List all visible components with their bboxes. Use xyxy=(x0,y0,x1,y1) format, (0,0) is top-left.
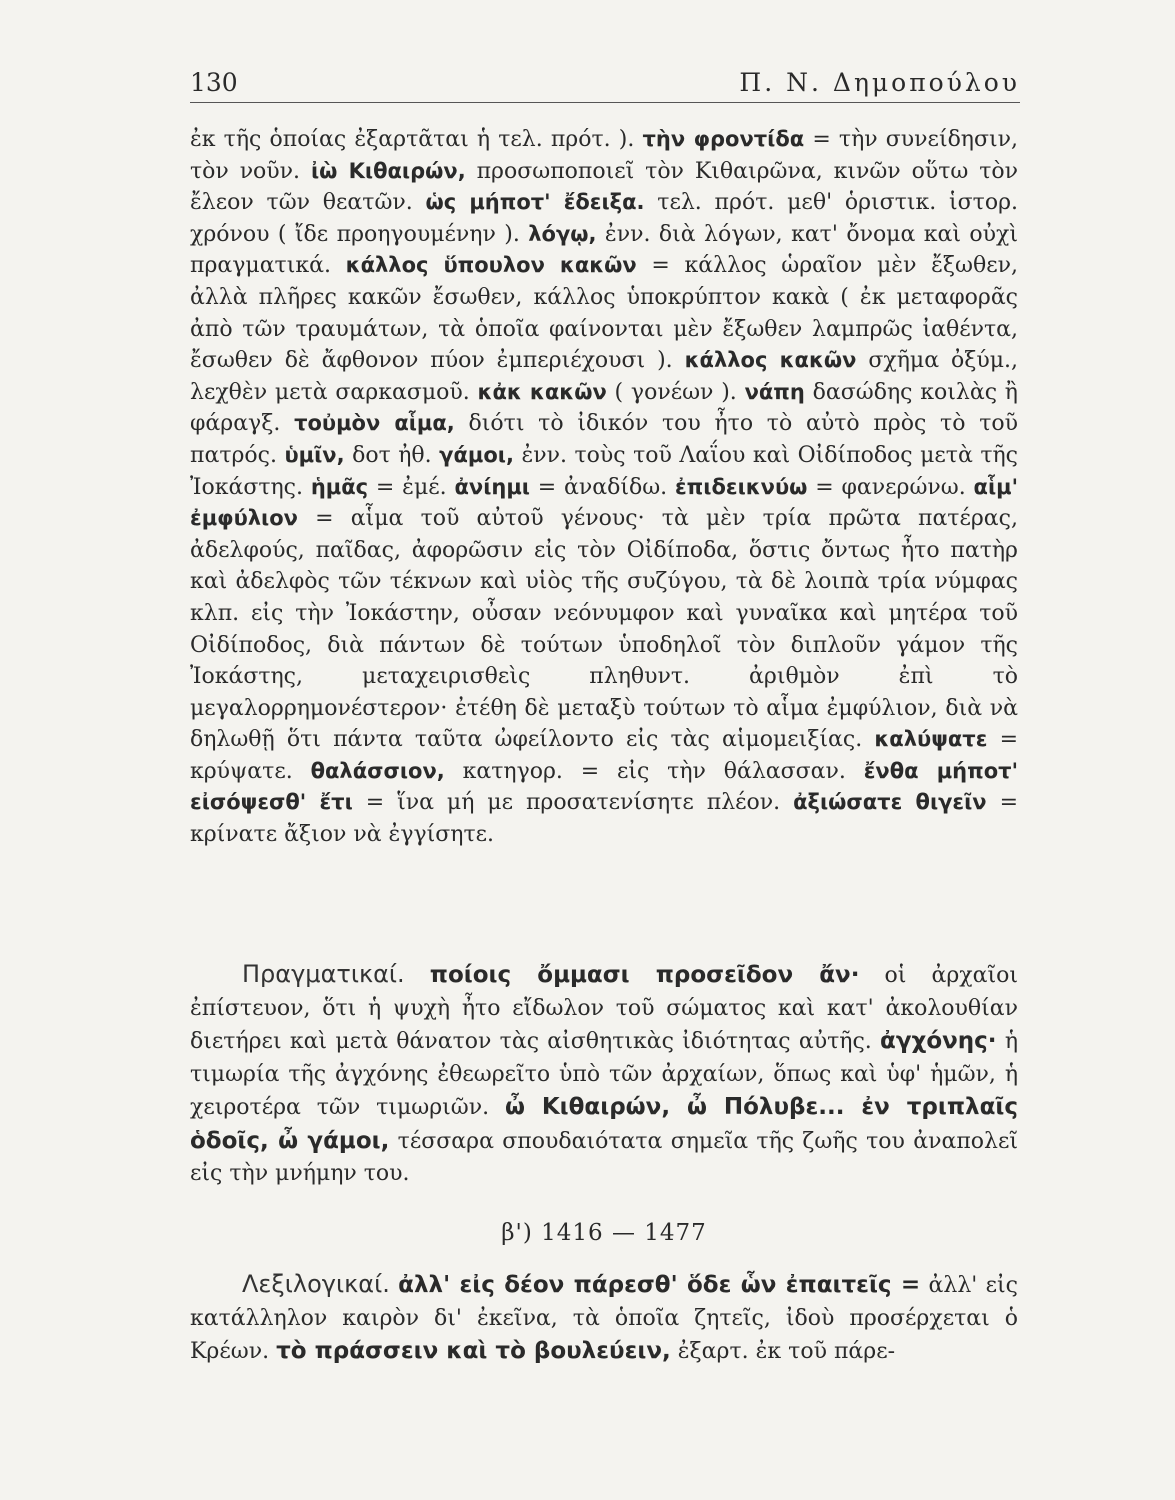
text-run: = τὴν συνείδησιν, τὸν νοῦν. xyxy=(190,127,1019,184)
text-run: ( γονέων ). xyxy=(614,379,737,405)
running-head: Π. Ν. Δημοπούλου xyxy=(739,68,1020,97)
lemma: τὸ πράσσειν καὶ τὸ βουλεύειν, xyxy=(276,1338,671,1364)
lemma: τὴν φροντίδα xyxy=(642,127,805,151)
lemma: ὡς μήποτ' ἔδειξα. xyxy=(425,190,645,215)
text-run: σχῆμα ὀξύμ., λεχθὲν μετὰ σαρκασμοῦ. xyxy=(190,348,1018,405)
text-run: = κρίνατε ἄξιον νὰ ἐγγίσητε. xyxy=(190,790,1018,848)
text-run: ἐξαρτ. ἐκ τοῦ πάρε- xyxy=(677,1339,896,1364)
text-run: οἱ ἀρχαῖοι ἐπίστευον, ὅτι ἡ ψυχὴ ἦτο εἴδωλον τοῦ σώματος καὶ κατ' ἀκολουθίαν διετήρει καὶ μετὰ θάνατον τὰς αἰσθητικὰς ἰδιότητας αὐτῆς. xyxy=(190,963,1018,1054)
text-run: = ἐμέ. xyxy=(375,474,447,500)
text-run: = κάλλος ὡραῖον μὲν ἔξωθεν, ἀλλὰ πλῆρες κακῶν ἔσωθεν, κάλλος ὑποκρύπτον κακὰ ( ἐκ μεταφορᾶς ἀπὸ τῶν τραυμάτων, τὰ ὁποῖα φαίνονται μὲν ἔξωθεν λαμπρῶς ἰαθέντα, ἔσωθεν δὲ ἄφθονον πύον ἐμπεριέχουσι ). xyxy=(190,253,1019,374)
text-run: τελ. πρότ. μεθ' ὁριστικ. ἱστορ. χρόνου ( ἴδε προηγουμένην ). xyxy=(190,190,1018,247)
lemma: ἀξιώσατε θιγεῖν xyxy=(793,790,987,815)
lemma: λόγῳ, xyxy=(528,221,597,246)
text-run: προσωποποιεῖ τὸν Κιθαιρῶνα, κινῶν οὕτω τὸν ἔλεον τῶν θεατῶν. xyxy=(190,158,1018,216)
lemma: ἐπιδεικνύω xyxy=(674,474,808,499)
text-run: ἐνν. διὰ λόγων, κατ' ὄνομα καὶ οὐχὶ πραγματικά. xyxy=(190,221,1018,279)
lemma: ἀνίημι xyxy=(454,474,530,499)
text-run: = φανερώνω. xyxy=(815,474,966,500)
commentary-paragraph xyxy=(190,124,1018,851)
section-label: Λεξιλογικαί. xyxy=(242,1270,390,1298)
lemma: γάμοι, xyxy=(439,442,514,467)
text-run: = κρύψατε. xyxy=(190,727,1018,784)
text-run: δοτ ἠθ. xyxy=(352,442,432,468)
lemma: κάλλος κακῶν xyxy=(684,348,857,373)
lemma: κάλλος ὕπουλον κακῶν xyxy=(345,253,637,278)
lemma: τοὐμὸν αἷμα, xyxy=(294,411,455,436)
lemma: ποίοις ὄμμασι προσεῖδον ἄν· xyxy=(429,962,860,988)
page-number: 130 xyxy=(190,68,238,97)
text-run: ἡ τιμωρία τῆς ἀγχόνης ἐθεωρεῖτο ὑπὸ τῶν ἀρχαίων, ὅπως καὶ ὑφ' ἡμῶν, ἡ χειροτέρα τῶν τιμωριῶν. xyxy=(190,1029,1019,1120)
text-run: ἀλλ' εἰς κατάλληλον καιρὸν δι' ἐκεῖνα, τὰ ὁποῖα ζητεῖς, ἰδοὺ προσέρχεται ὁ Κρέων. xyxy=(190,1273,1018,1364)
section-lexilogikai xyxy=(190,1268,1018,1369)
page-header xyxy=(190,68,1020,103)
lemma: ἡμᾶς xyxy=(310,474,369,499)
text-run: = αἷμα τοῦ αὐτοῦ γένους· τὰ μὲν τρία πρῶτα πατέρας, ἀδελφούς, παῖδας, ἀφορῶσιν εἰς τὸν Οἰδίποδα, ὅστις ὄντως ἦτο πατὴρ καὶ ἀδελφὸς τῶν τέκνων καὶ υἱὸς τῆς συζύγου, τὰ δὲ λοιπὰ τρία νύμφας κλπ. εἰς τὴν Ἰοκάστην, οὖσαν νεόνυμφον καὶ γυναῖκα καὶ μητέρα τοῦ Οἰδίποδος, διὰ πάντων δὲ τούτων ὑποδηλοῖ τὸν διπλοῦν γάμον τῆς Ἰοκάστης, μεταχειρισθεὶς πληθυντ. ἀριθμὸν ἐπὶ τὸ μεγαλορρημονέστερον· ἐτέθη δὲ μεταξὺ τούτων τὸ αἷμα ἐμφύλιον, διὰ νὰ δηλωθῇ ὅτι πάντα ταῦτα ὠφείλοντο εἰς τὰς αἱμομειξίας. xyxy=(190,506,1018,753)
text-run: ἐκ τῆς ὁποίας ἐξαρτᾶται ἡ τελ. πρότ. ). xyxy=(190,127,635,152)
lemma: αἷμ' ἐμφύλιον xyxy=(190,474,1019,531)
lemma: θαλάσσιον, xyxy=(310,758,445,783)
lemma: κἀκ κακῶν xyxy=(477,379,607,404)
section-label: Πραγματικαί. xyxy=(242,960,405,988)
lemma: ἔνθα μήποτ' εἰσόψεσθ' ἔτι xyxy=(190,758,1019,815)
text-run: = ἵνα μή με προσατενίσητε πλέον. xyxy=(365,790,781,816)
text-run: τέσσαρα σπουδαιότατα σημεῖα τῆς ζωῆς του ἀναπολεῖ εἰς τὴν μνήμην του. xyxy=(190,1128,1019,1186)
lemma: ἀλλ' εἰς δέον πάρεσθ' ὅδε ὧν ἐπαιτεῖς = xyxy=(398,1272,921,1298)
lemma: ἀγχόνης· xyxy=(880,1028,997,1054)
text-run: δασώδης κοιλὰς ἢ φάραγξ. xyxy=(190,379,1018,437)
lemma: ὦ Κιθαιρών, ὦ Πόλυβε... ἐν τριπλαῖς ὁδοῖς, ὦ γάμοι, xyxy=(190,1094,1018,1154)
lemma: ἰὼ Κιθαιρών, xyxy=(310,158,466,183)
lemma: ὑμῖν, xyxy=(284,442,345,467)
text-run: κατηγορ. = εἰς τὴν θάλασσαν. xyxy=(462,758,846,784)
lemma: καλύψατε xyxy=(874,727,988,752)
section-pragmatikai xyxy=(190,958,1018,1191)
text-run: = ἀναδίδω. xyxy=(537,474,668,500)
text-run: διότι τὸ ἰδικόν του ἦτο τὸ αὐτὸ πρὸς τὸ τοῦ πατρός. xyxy=(190,411,1018,468)
verse-range-heading: β') 1416 — 1477 xyxy=(501,1220,707,1246)
text-run: ἐνν. τοὺς τοῦ Λαΐου καὶ Οἰδίποδος μετὰ τῆς Ἰοκάστης. xyxy=(190,442,1019,500)
lemma: νάπη xyxy=(744,379,805,404)
